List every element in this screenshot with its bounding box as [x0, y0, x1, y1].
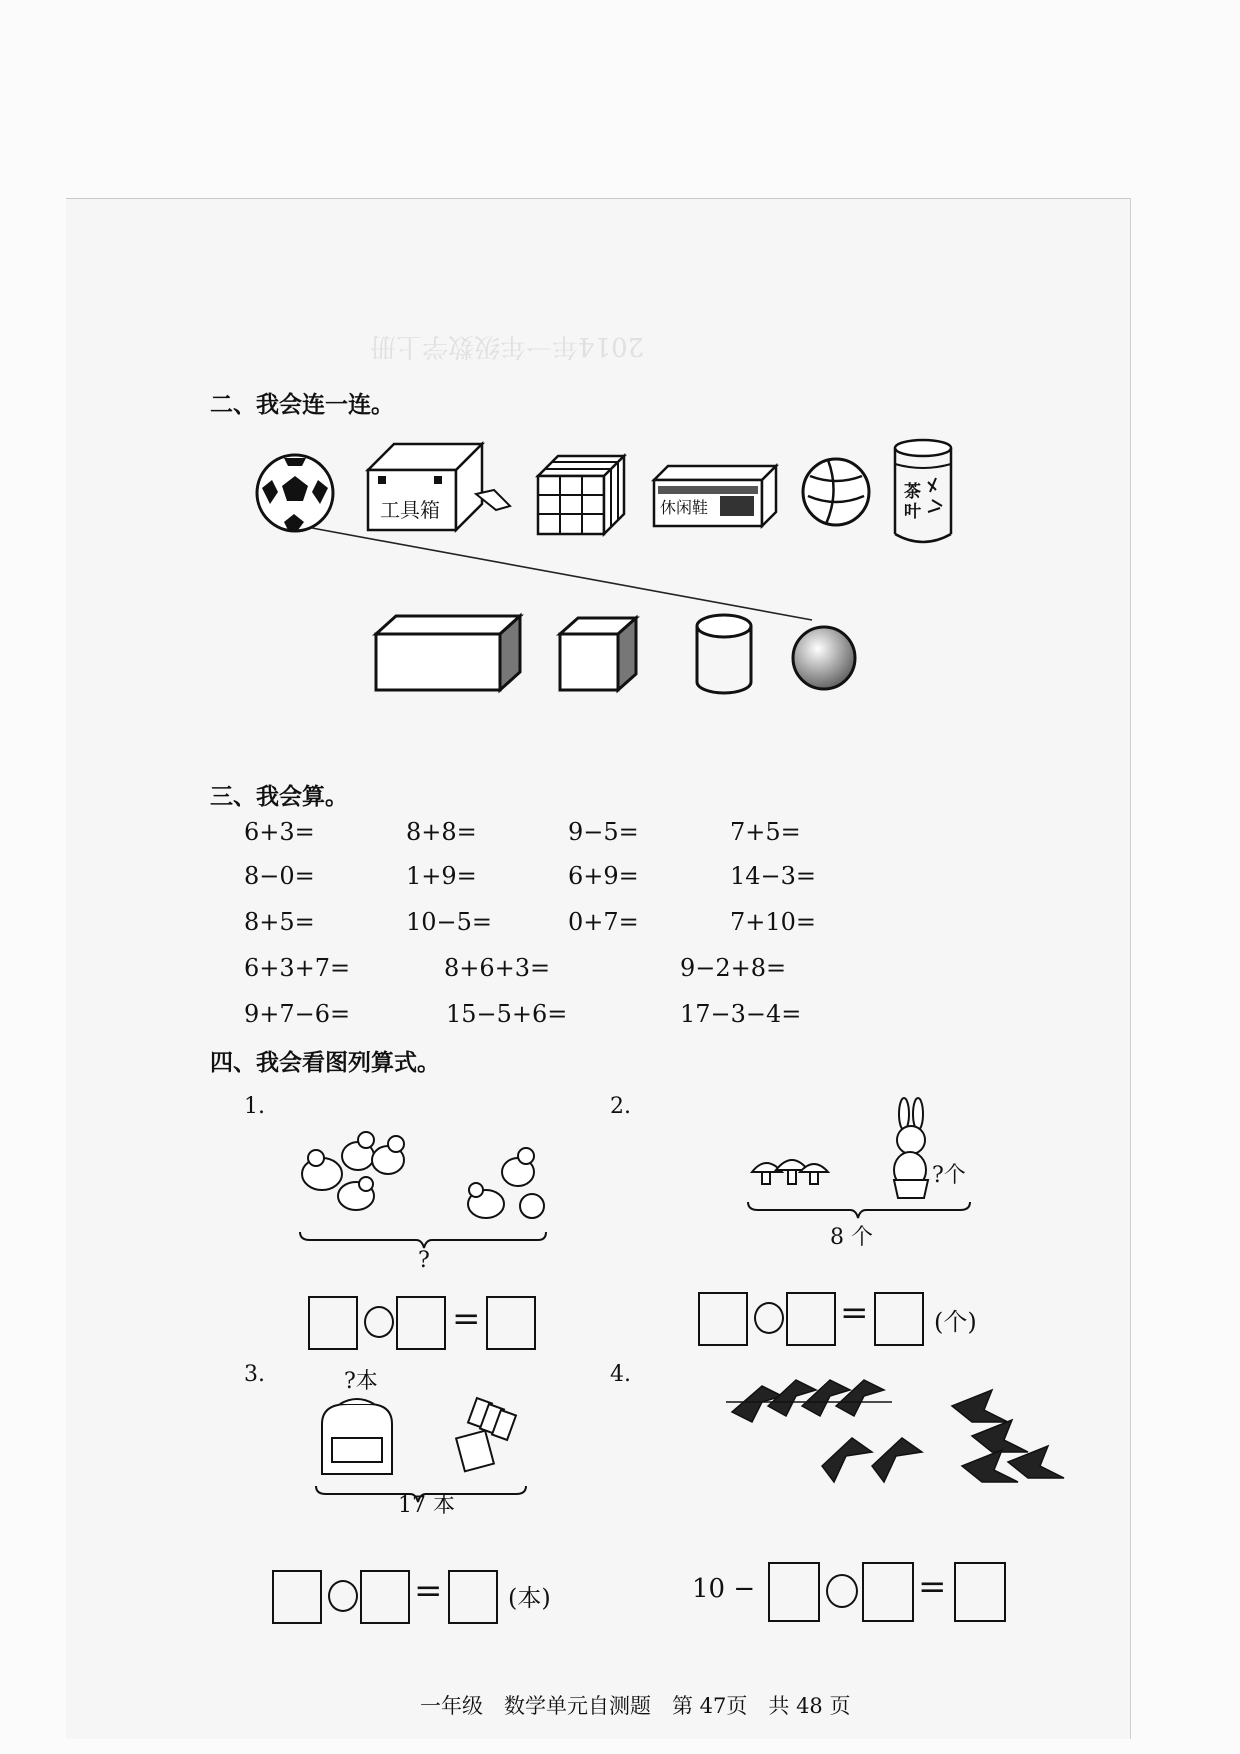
answer-box[interactable] [448, 1570, 498, 1624]
calc-problem: 17−3−4= [680, 1000, 802, 1028]
answer-box[interactable] [698, 1292, 748, 1346]
answer-box[interactable] [272, 1570, 322, 1624]
bleed-through-title: 2014年一年级数学上册 [370, 331, 645, 361]
operator-circle[interactable] [364, 1306, 394, 1338]
problem-1-number: 1. [244, 1094, 265, 1119]
equals-sign: = [918, 1567, 947, 1607]
problem-2-question: ?个 [932, 1163, 966, 1188]
calc-problem: 9+7−6= [244, 1000, 351, 1028]
calc-problem: 8−0= [244, 862, 315, 890]
calc-problem: 6+3= [244, 818, 315, 846]
calc-problem: 14−3= [730, 862, 817, 890]
chicks-image [296, 1124, 546, 1234]
answer-box[interactable] [360, 1570, 410, 1624]
sphere-shape [790, 624, 858, 692]
calc-problem: 1+9= [406, 862, 477, 890]
problem-2-unit: (个) [934, 1308, 977, 1336]
answer-box[interactable] [396, 1296, 446, 1350]
calc-problem: 7+5= [730, 818, 801, 846]
answer-box[interactable] [786, 1292, 836, 1346]
answer-box[interactable] [954, 1562, 1006, 1622]
section-calc-heading: 三、我会算。 [210, 783, 348, 810]
equals-sign: = [452, 1299, 481, 1339]
problem-1-brace-label: ? [418, 1248, 430, 1273]
answer-box[interactable] [308, 1296, 358, 1350]
problem-4-number: 4. [610, 1362, 631, 1387]
problem-3-brace-label: 17 本 [398, 1493, 455, 1518]
calc-problem: 8+5= [244, 908, 315, 936]
calc-problem: 9−5= [568, 818, 639, 846]
calc-problem: 15−5+6= [446, 1000, 568, 1028]
answer-box[interactable] [874, 1292, 924, 1346]
problem-2-number: 2. [610, 1094, 631, 1119]
problem-2-brace-label: 8 个 [830, 1225, 873, 1250]
calc-problem: 10−5= [406, 908, 493, 936]
calc-problem: 8+6+3= [444, 954, 551, 982]
calc-problem: 0+7= [568, 908, 639, 936]
problem-3-question: ?本 [344, 1369, 378, 1394]
calc-problem: 6+3+7= [244, 954, 351, 982]
calc-problem: 9−2+8= [680, 954, 787, 982]
answer-box[interactable] [768, 1562, 820, 1622]
equals-sign: = [414, 1571, 443, 1611]
toolbox-label: 工具箱 [380, 498, 440, 522]
cuboid-shape [372, 612, 522, 694]
operator-circle[interactable] [826, 1574, 858, 1608]
answer-box[interactable] [486, 1296, 536, 1350]
swallows-image [722, 1366, 1072, 1496]
operator-circle[interactable] [328, 1580, 358, 1612]
answer-box[interactable] [862, 1562, 914, 1622]
problem-3-unit: (本) [508, 1584, 551, 1612]
calc-problem: 8+8= [406, 818, 477, 846]
calc-problem: 7+10= [730, 908, 817, 936]
problem-4-prefix: 10 − [692, 1574, 756, 1604]
operator-circle[interactable] [754, 1302, 784, 1334]
page-footer: 一年级 数学单元自测题 第 47页 共 48 页 [420, 1694, 851, 1718]
section-picture-heading: 四、我会看图列算式。 [210, 1049, 440, 1076]
cube-shape [556, 614, 640, 694]
tea-can-label: 茶叶 [904, 482, 921, 522]
cylinder-shape [694, 612, 754, 696]
section-connect-heading: 二、我会连一连。 [210, 391, 394, 418]
equals-sign: = [840, 1293, 869, 1333]
problem-3-number: 3. [244, 1362, 265, 1387]
calc-problem: 6+9= [568, 862, 639, 890]
shoebox-label: 休闲鞋 [660, 498, 709, 517]
